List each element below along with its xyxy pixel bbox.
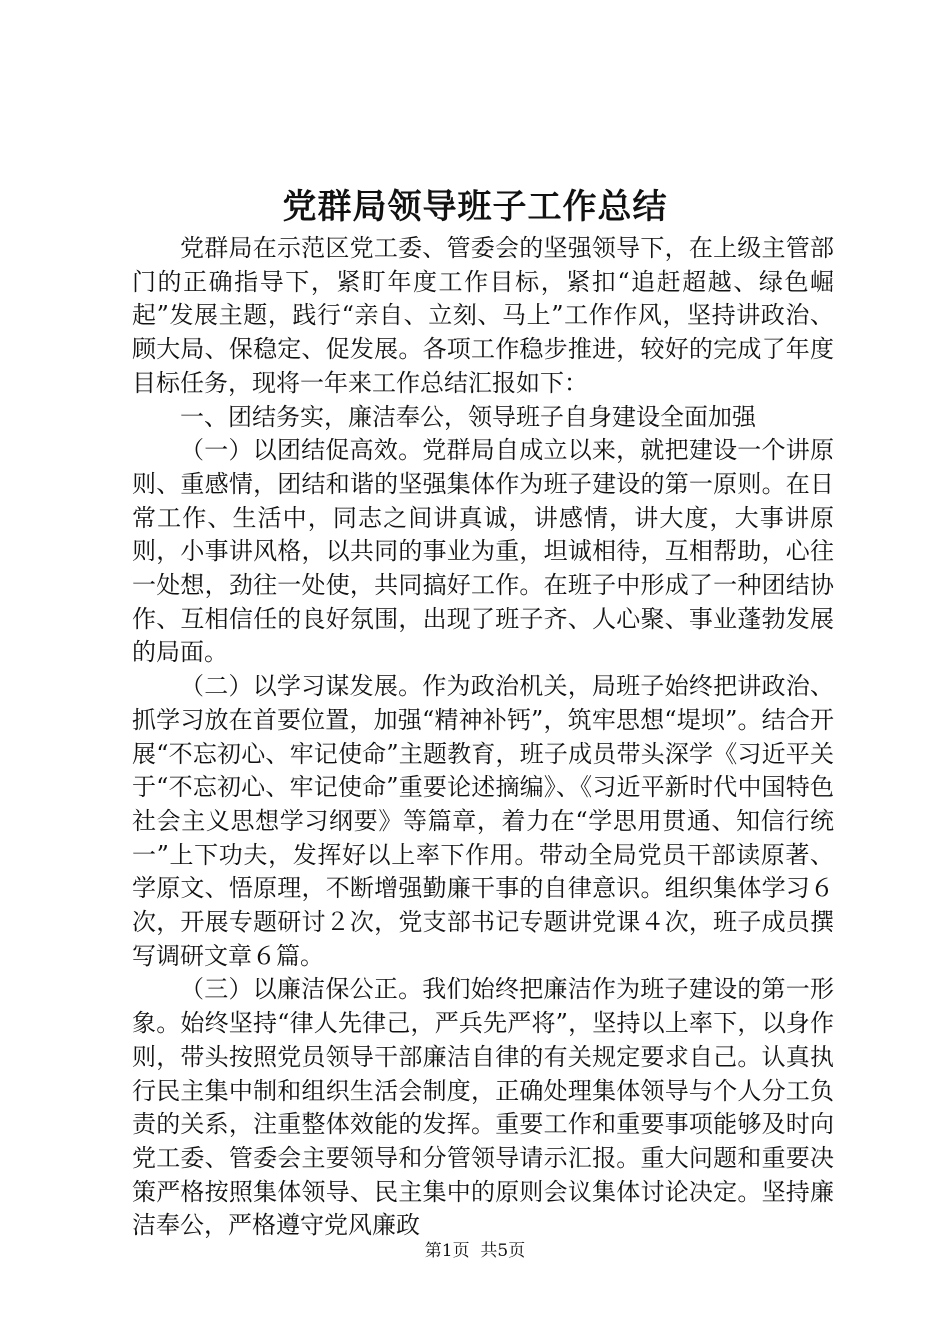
intro-paragraph: 党群局在示范区党工委、管委会的坚强领导下，在上级主管部门的正确指导下，紧盯年度工作目标，紧扣“追赶超越、绿色崛起”发展主题，践行“亲自、立刻、马上”工作作风，坚持讲政治、顾大局、保稳定、促发展。各项工作稳步推进，较好的完成了年度目标任务，现将一年来工作总结汇报如下： [132,234,834,397]
paragraph-unity: （一）以团结促高效。党群局自成立以来，就把建设一个讲原则、重感情，团结和谐的坚强集体作为班子建设的第一原则。在日常工作、生活中，同志之间讲真诚，讲感情，讲大度，大事讲原则，小事讲风格，以共同的事业为重，坦诚相待，互相帮助，心往一处想，劲往一处使，共同搞好工作。在班子中形成了一种团结协作、互相信任的良好氛围，出现了班子齐、人心聚、事业蓬勃发展的局面。 [132,436,834,667]
document-title: 党群局领导班子工作总结 [282,187,668,227]
page-number: 第1页 [424,1241,470,1261]
document-body [132,232,834,1243]
paragraph-integrity: （三）以廉洁保公正。我们始终把廉洁作为班子建设的第一形象。始终坚持“律人先律己，严兵先严将”，坚持以上率下，以身作则，带头按照党员领导干部廉洁自律的有关规定要求自己。认真执行民主集中制和组织生活会制度，正确处理集体领导与个人分工负责的关系，注重整体效能的发挥。重要工作和重要事项能够及时向党工委、管委会主要领导和分管领导请示汇报。重大问题和重要决策严格按照集体领导、民主集中的原则会议集体讨论决定。坚持廉洁奉公，严格遵守党风廉政 [132,975,834,1240]
total-pages: 共5页 [480,1241,526,1261]
paragraph-study: （二）以学习谋发展。作为政治机关，局班子始终把讲政治、抓学习放在首要位置，加强“精神补钙”，筑牢思想“堤坝”。结合开展“不忘初心、牢记使命”主题教育，班子成员带头深学《习近平关于“不忘初心、牢记使命”重要论述摘编》、《习近平新时代中国特色社会主义思想学习纲要》等篇章，着力在“学思用贯通、知信行统一”上下功夫，发挥好以上率下作用。带动全局党员干部读原著、学原文、悟原理，不断增强勤廉干事的自律意识。组织集体学习６次，开展专题研讨２次，党支部书记专题讲党课４次，班子成员撰写调研文章６篇。 [132,672,834,970]
page-footer [0,1239,950,1263]
section-heading: 一、团结务实，廉洁奉公，领导班子自身建设全面加强 [180,402,756,431]
